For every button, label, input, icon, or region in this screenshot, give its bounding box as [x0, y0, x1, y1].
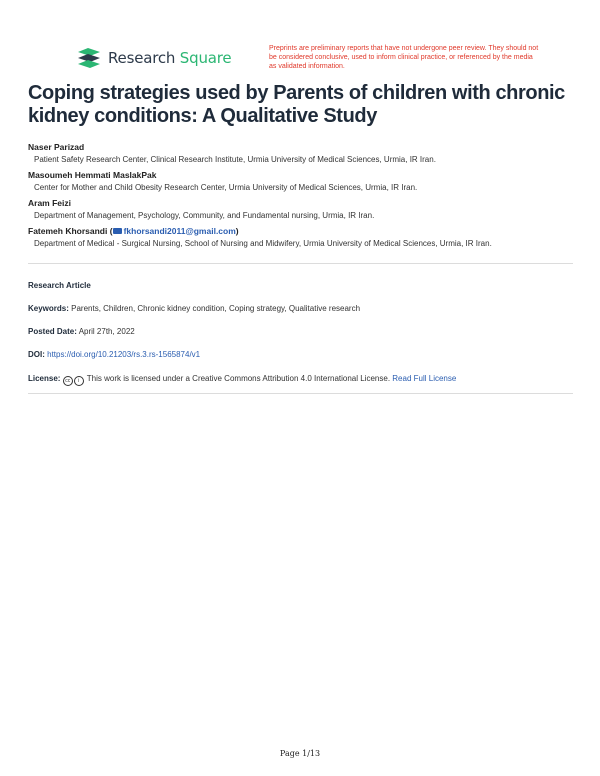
author-email-link[interactable]: fkhorsandi2011@gmail.com [123, 226, 236, 236]
page-number: Page 1/13 [279, 749, 321, 758]
author-name: Naser Parizad [28, 142, 85, 152]
paper-title: Coping strategies used by Parents of children with chronic kidney conditions: A Qualitative Study [28, 82, 565, 127]
creative-commons-icon: cc [63, 376, 73, 386]
author-affiliation: Department of Management, Psychology, Community, and Fundamental nursing, Urmia, IR Iran. [34, 211, 375, 220]
author-name: Masoumeh Hemmati MaslakPak [28, 170, 157, 180]
posted-date-value: April 27th, 2022 [78, 327, 135, 336]
author-entry [28, 169, 573, 195]
attribution-icon: i [74, 376, 84, 386]
author-affiliation: Department of Medical - Surgical Nursing, School of Nursing and Midwifery, Urmia University of Medical Sciences, Urmia, IR Iran. [34, 239, 492, 248]
keywords-value: Parents, Children, Chronic kidney condition, Coping strategy, Qualitative research [71, 304, 361, 313]
author-entry [28, 197, 573, 223]
keywords-line: Keywords: Parents, Children, Chronic kidney condition, Coping strategy, Qualitative research [28, 304, 361, 313]
divider [28, 263, 573, 264]
brand-name: Research Square [108, 49, 232, 67]
author-entry [28, 225, 573, 251]
author-affiliation: Patient Safety Research Center, Clinical Research Institute, Urmia University of Medical Sciences, Urmia, IR Iran. [34, 155, 436, 164]
article-type: Research Article [28, 281, 91, 290]
author-affiliation: Center for Mother and Child Obesity Research Center, Urmia University of Medical Sciences, Urmia, IR Iran. [34, 183, 418, 192]
author-name: Fatemeh Khorsandi ( fkhorsandi2011@gmail.com) [28, 226, 239, 236]
preprint-notice: Preprints are preliminary reports that have not undergone peer review. They should not be considered conclusive, used to inform clinical practice, or referenced by the media as validated information. [269, 45, 539, 70]
author-entry [28, 141, 573, 167]
doi-line: DOI: https://doi.org/10.21203/rs.3.rs-1565874/v1 [28, 350, 201, 359]
doi-link[interactable]: https://doi.org/10.21203/rs.3.rs-1565874/v1 [47, 350, 201, 359]
author-name: Aram Feizi [28, 198, 71, 208]
license-line: License: cc i This work is licensed under a Creative Commons Attribution 4.0 International License. Read Full License [28, 374, 457, 384]
read-full-license-link[interactable]: Read Full License [392, 374, 457, 383]
posted-date-line: Posted Date: April 27th, 2022 [28, 327, 135, 336]
author-list [28, 141, 573, 253]
divider [28, 393, 573, 394]
license-text: This work is licensed under a Creative Commons Attribution 4.0 International License. [86, 374, 391, 383]
research-square-logo-icon [76, 47, 102, 69]
mail-icon [113, 228, 122, 234]
research-square-logo[interactable] [76, 47, 231, 69]
